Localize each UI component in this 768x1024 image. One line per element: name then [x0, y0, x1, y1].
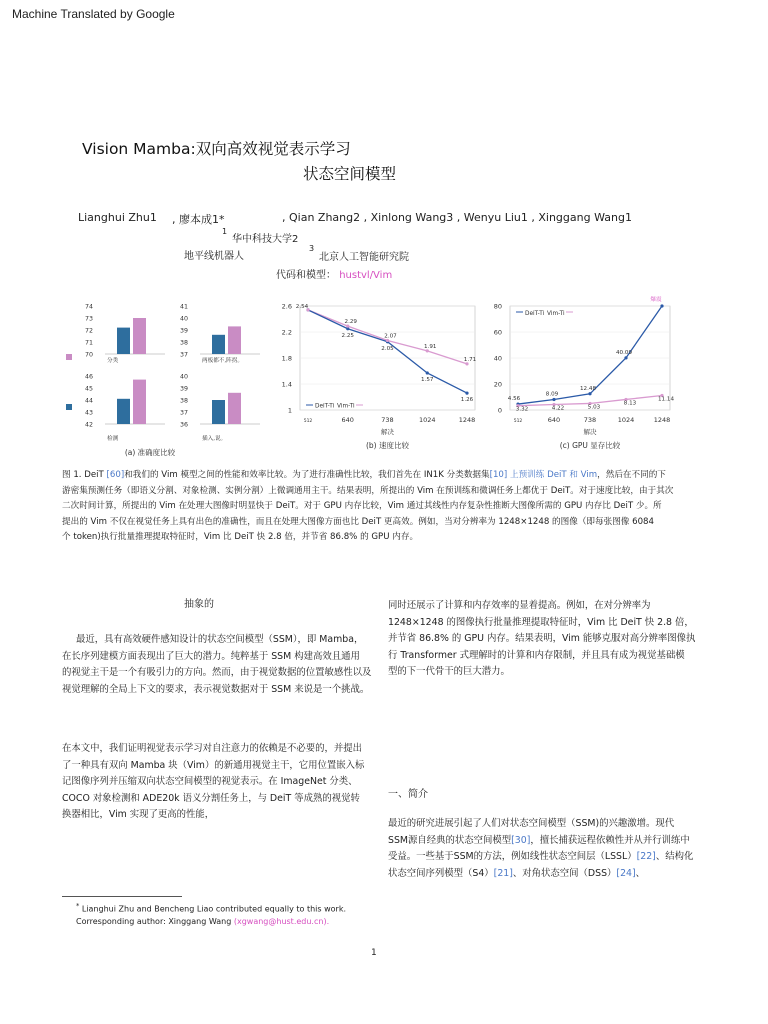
- data-label-deit: 1.57: [421, 376, 434, 383]
- chart-label: 分类: [107, 358, 119, 364]
- panel-caption: (c) GPU 显存比较: [559, 441, 621, 450]
- text-line: [388, 816, 708, 833]
- x-tick-label: 1248: [458, 416, 476, 424]
- y-tick-label: 70: [84, 351, 93, 359]
- affiliation-mark-1: 1: [222, 227, 228, 236]
- text-span: ，擅长捕获远程依赖性并从并行训练中: [530, 834, 690, 846]
- citation-link[interactable]: [30]: [511, 834, 531, 846]
- intro-heading: 一、简介: [388, 789, 428, 800]
- x-axis-label: 解决: [583, 428, 597, 436]
- caption-text: 图 1. DeiT: [62, 470, 107, 480]
- point-deit: [624, 356, 627, 359]
- y-tick-label: 39: [179, 327, 188, 335]
- text-line: COCO 对象检测和 ADE20k 语义分割任务上，与 DeiT 等成熟的视觉转: [62, 792, 360, 804]
- x-tick-label: 738: [381, 416, 394, 424]
- text-line: [388, 849, 708, 866]
- text-span: SSM源自经典的状态空间模型: [388, 834, 512, 846]
- legend-label-vim: Vim-Ti: [337, 403, 355, 410]
- footnote-rule: [62, 896, 182, 897]
- oom-label: 爆震: [650, 297, 662, 303]
- footnote-line-1: [76, 900, 346, 916]
- affiliation-mark-3: 3: [309, 244, 315, 253]
- point-deit: [552, 398, 555, 401]
- abstract-heading: 抽象的: [184, 599, 214, 610]
- text-line: 最近，具有高效硬件感知设计的状态空间模型（SSM），即 Mamba，: [76, 634, 364, 645]
- text-line: 了一种具有双向 Mamba 块（Vim）的新通用视觉主干，它用位置嵌入标: [62, 759, 365, 771]
- bar-deit: [212, 400, 225, 424]
- x-tick-label: 1248: [653, 416, 671, 424]
- code-line: [276, 266, 392, 281]
- data-label-deit: 12.48: [579, 385, 597, 392]
- x-tick-label: 640: [547, 416, 561, 424]
- panel-c-memory: [494, 295, 675, 450]
- data-label-vim: 5.03: [587, 404, 601, 411]
- bar-vim: [133, 318, 146, 354]
- panel-a-accuracy: [66, 304, 260, 458]
- text-span: 、: [635, 867, 646, 879]
- y-tick-label: 60: [493, 328, 502, 337]
- y-tick-label: 1: [287, 406, 292, 415]
- data-label-deit: 2.05: [381, 345, 394, 352]
- text-line: 并节省 86.8% 的 GPU 内存。结果表明，Vim 能够克服对高分辨率图像执: [388, 633, 696, 645]
- point-deit: [588, 392, 591, 395]
- paper-title-line1: Vision Mamba:双向高效视觉表示学习: [82, 140, 351, 158]
- data-label-vim: 4.22: [551, 405, 565, 412]
- y-tick-label: 42: [84, 421, 93, 429]
- chart-label: 检测: [107, 436, 119, 442]
- y-tick-label: 2.2: [281, 328, 292, 337]
- text-line: 在本文中，我们证明视觉表示学习对自注意力的依赖是不必要的，并提出: [62, 743, 363, 754]
- citation-link[interactable]: [24]: [616, 867, 636, 879]
- legend-label-vim: Vim-Ti: [547, 311, 565, 317]
- y-tick-label: 72: [84, 327, 93, 335]
- data-label-deit: 2.54: [295, 303, 309, 310]
- text-line: 行 Transformer 式理解时的计算和内存限制，并且具有成为视觉基础模: [388, 649, 685, 661]
- x-axis-label: 解决: [381, 428, 394, 436]
- y-tick-label: 38: [179, 339, 188, 347]
- x-tick-label: 640: [341, 416, 354, 424]
- paper-title-line2: 状态空间模型: [303, 165, 397, 183]
- panel-b-speed: [282, 303, 477, 451]
- text-line: 视觉理解的全局上下文的要求，表示视觉数据对于 SSM 来说是一个挑战。: [62, 683, 370, 695]
- y-tick-label: 44: [84, 397, 93, 405]
- y-tick-label: 0: [497, 406, 502, 415]
- text-span: 、结构化: [655, 851, 694, 863]
- y-tick-label: 1.4: [281, 380, 292, 389]
- y-tick-label: 40: [493, 354, 502, 363]
- y-tick-label: 43: [84, 409, 93, 417]
- citation-link[interactable]: [21]: [493, 867, 513, 879]
- y-tick-label: 45: [84, 385, 93, 393]
- legend-swatch-vim: [66, 354, 72, 360]
- text-span: 、对角状态空间（DSS）: [512, 867, 617, 879]
- caption-line-4: 提出的 Vim 不仅在视觉任务上具有出色的准确性，而且在处理大图像方面也比 DeiT 更高效。例如，当对分辨率为 1248×1248 的图像（即每张图像 6084: [62, 516, 654, 527]
- x-tick-label: 738: [583, 416, 597, 424]
- bar-vim: [228, 326, 241, 354]
- caption-line-5: 个 token)执行批量推理提取特征时，Vim 比 DeiT 快 2.8 倍，并节省 86.8% 的 GPU 内存。: [62, 532, 419, 542]
- text-line: 换器相比，Vim 实现了更高的性能，: [62, 809, 215, 821]
- legend-label-deit: DeiT-Ti: [525, 311, 545, 317]
- bar-deit: [212, 335, 225, 354]
- y-tick-label: 39: [179, 385, 188, 393]
- text-line: [388, 866, 708, 883]
- data-label-deit: 40.09: [615, 349, 633, 356]
- data-label-deit: 1.26: [460, 397, 474, 404]
- y-tick-label: 37: [179, 409, 188, 417]
- text-line: 在长序列建模方面表现出了巨大的潜力。纯粹基于 SSM 构建高效且通用: [62, 650, 360, 662]
- text-span: 最近的研究进展引起了人们对状态空间模型（SSM)的兴趣激增。现代: [388, 818, 675, 829]
- data-label-deit: 2.25: [341, 332, 354, 339]
- affiliation-3: 北京人工智能研究院: [319, 252, 409, 263]
- data-label-vim: 2.07: [384, 333, 397, 340]
- footnote-text: Corresponding author: Xinggang Wang: [76, 916, 234, 926]
- y-tick-label: 36: [179, 421, 188, 429]
- bar-deit: [117, 399, 130, 424]
- y-tick-label: 2.6: [281, 302, 292, 311]
- text-line: 型的下一代骨干的巨大潜力。: [388, 666, 510, 678]
- point-deit: [660, 304, 663, 307]
- data-label-vim: 1.91: [424, 343, 437, 350]
- y-tick-label: 73: [84, 315, 93, 323]
- intro-paragraph: [388, 816, 708, 882]
- caption-text: ，然后在不同的下: [597, 470, 666, 480]
- page-number: 1: [371, 948, 377, 958]
- caption-text: 和我们的 Vim 模型之间的性能和效率比较。为了进行准确性比较，我们首先在 IN1K 分类数据集: [124, 470, 490, 480]
- y-tick-label: 20: [493, 380, 502, 389]
- y-tick-label: 41: [179, 303, 188, 311]
- legend-label-deit: DeiT-Ti: [315, 403, 335, 410]
- translation-banner: Machine Translated by Google: [12, 7, 175, 21]
- code-label: 代码和模型：: [276, 270, 336, 281]
- panel-caption: (b) 速度比较: [366, 441, 409, 450]
- email-link[interactable]: (xgwang@hust.edu.cn).: [233, 916, 330, 926]
- data-label-vim: 11.14: [657, 396, 675, 403]
- data-label-deit: 8.09: [545, 391, 559, 398]
- y-tick-label: 80: [493, 302, 502, 311]
- text-span: 状态空间序列模型（S4）: [388, 867, 494, 879]
- bar-vim: [133, 380, 146, 424]
- citation-link[interactable]: [60]: [106, 470, 125, 480]
- footnote: [76, 900, 346, 928]
- data-label-vim: 8.13: [623, 400, 637, 407]
- y-tick-label: 71: [84, 339, 93, 347]
- caption-line-2: 游密集预测任务（即语义分割、对象检测、实例分割）上微调通用主干。结果表明，所提出的 Vim 在预训练和微调任务上都优于 DeiT。对于速度比较，由于其次: [62, 485, 674, 496]
- data-label-deit: 4.56: [507, 396, 521, 403]
- y-tick-label: 1.8: [281, 354, 292, 363]
- y-tick-label: 38: [179, 397, 188, 405]
- caption-line-3: 二次时间计算，所提出的 Vim 在处理大图像时明显快于 DeiT。对于 GPU 内存比较，Vim 通过其线性内存复杂性推断大图像所需的 GPU 内存比 DeiT 少。所: [62, 501, 662, 511]
- abstract-paragraph-1: [62, 632, 372, 698]
- author-2: , 廖本成1*: [172, 213, 225, 226]
- footnote-line-2: [76, 916, 346, 928]
- footnote-text: Lianghui Zhu and Bencheng Liao contributed equally to this work.: [81, 904, 347, 914]
- text-line: [388, 833, 708, 850]
- chart-label: 插入,说。: [202, 436, 227, 442]
- x-tick-label: 512: [513, 419, 523, 424]
- affiliation-1: 华中科技大学2: [232, 234, 299, 245]
- text-line: 同时还展示了计算和内存效率的显着提高。例如，在对分辨率为: [388, 600, 651, 611]
- y-tick-label: 40: [179, 373, 188, 381]
- panel-caption: (a) 准确度比较: [124, 448, 176, 457]
- citation-link[interactable]: [22]: [636, 851, 656, 863]
- y-tick-label: 74: [84, 303, 93, 311]
- footnote-mark: *: [76, 902, 80, 910]
- figure-caption: [62, 468, 712, 546]
- data-label-vim: 3.32: [515, 406, 529, 413]
- abstract-paragraph-2: [62, 741, 372, 824]
- abstract-continued: [388, 598, 708, 681]
- chart-label: 两板都不,阵拐。: [202, 358, 243, 364]
- legend-swatch-deit: [66, 404, 72, 410]
- bar-deit: [117, 328, 130, 354]
- point-deit: [426, 371, 429, 374]
- y-tick-label: 40: [179, 315, 188, 323]
- text-line: 1248×1248 的图像执行批量推理提取特征时，Vim 比 DeiT 快 2.8 倍，: [388, 616, 694, 628]
- text-line: 记图像序列并压缩双向状态空间模型的视觉表示。在 ImageNet 分类、: [62, 776, 358, 788]
- x-tick-label: 1024: [418, 416, 436, 424]
- caption-line-1: [62, 468, 712, 484]
- y-tick-label: 37: [179, 351, 188, 359]
- data-label-vim: 2.29: [344, 319, 357, 326]
- text-span: 受益。一些基于SSM的方法，例如线性状态空间层（LSSL）: [388, 851, 637, 863]
- data-label-vim: 1.71: [463, 356, 477, 363]
- author-1: Lianghui Zhu1: [78, 211, 157, 224]
- x-tick-label: 1024: [617, 416, 635, 424]
- author-list: , Qian Zhang2 , Xinlong Wang3 , Wenyu Liu1 , Xinggang Wang1: [282, 211, 632, 224]
- point-deit: [465, 392, 468, 395]
- affiliation-2: 地平线机器人: [184, 251, 244, 262]
- code-link[interactable]: hustvl/Vim: [339, 270, 393, 281]
- y-tick-label: 46: [84, 373, 93, 381]
- text-line: 的视觉主干是一个有吸引力的方向。然而，由于视觉数据的位置敏感性以及: [62, 667, 372, 679]
- bar-vim: [228, 393, 241, 424]
- figure-1: [0, 290, 768, 460]
- citation-link[interactable]: [10] 上预训练 DeiT 和 Vim: [489, 470, 598, 480]
- x-tick-label: 512: [303, 419, 313, 424]
